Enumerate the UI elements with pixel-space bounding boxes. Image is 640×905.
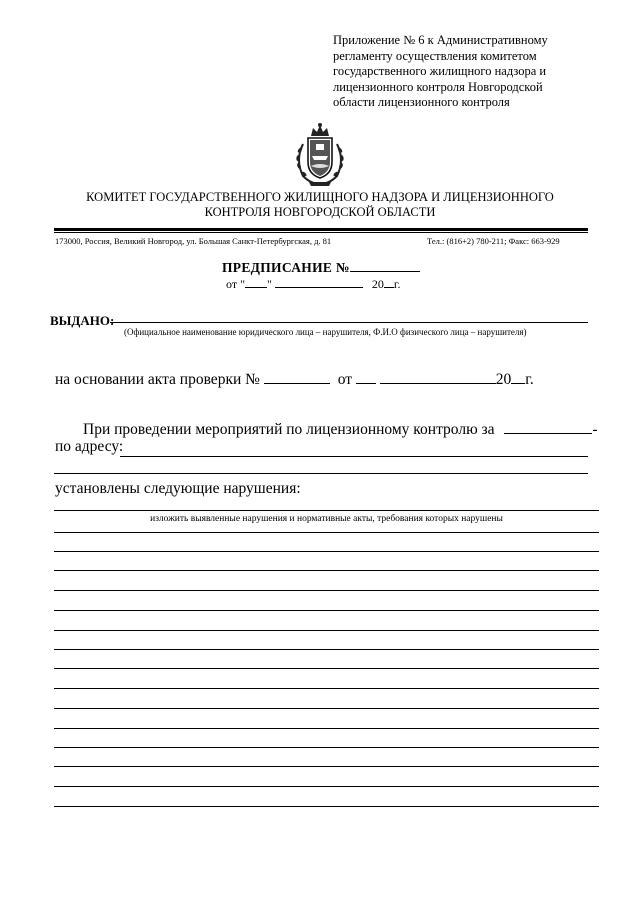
organization-phone: Тел.: (816+2) 780-211; Факс: 663-929 [427, 236, 560, 246]
violation-line [54, 610, 599, 611]
violations-heading: установлены следующие нарушения: [55, 480, 301, 497]
date-quote: " [266, 277, 272, 291]
violation-line [54, 590, 599, 591]
licensing-control-statement [83, 420, 598, 439]
violation-line [54, 747, 599, 748]
day-blank [245, 277, 267, 288]
appendix-line: регламенту осуществления комитетом [333, 48, 537, 63]
address-label: по адресу: [55, 438, 124, 455]
basis-year: 20 [495, 371, 512, 388]
violation-line [54, 728, 599, 729]
basis-suffix: г. [525, 371, 534, 388]
subject-blank [504, 420, 592, 434]
violations-hint: изложить выявленные нарушения и нормативные акты, требования которых нарушены [150, 514, 503, 524]
organization-address: 173000, Россия, Великий Новгород, ул. Большая Санкт-Петербургская, д. 81 [55, 236, 332, 246]
violation-line [54, 649, 599, 650]
violation-line [54, 786, 599, 787]
document-title-text: ПРЕДПИСАНИЕ № [222, 260, 350, 275]
act-day-blank [356, 370, 376, 384]
violation-line [54, 806, 599, 807]
violation-line [54, 668, 599, 669]
during-text: При проведении мероприятий по лицензионному контролю за [83, 421, 495, 438]
appendix-line: государственного жилищного надзора и [333, 64, 547, 78]
date-from-label: от " [226, 277, 245, 291]
act-number-blank [264, 370, 330, 384]
issued-hint: (Официальное наименование юридического лица – нарушителя, Ф.И.О физического лица – нарушителя) [124, 327, 527, 337]
document-date [226, 277, 400, 292]
header-divider-thick [54, 228, 588, 231]
violation-line [54, 532, 599, 533]
during-dash: - [592, 421, 598, 438]
year-suffix: г. [393, 277, 401, 291]
appendix-note [333, 33, 593, 111]
organization-name-line1: КОМИТЕТ ГОСУДАРСТВЕННОГО ЖИЛИЩНОГО НАДЗОРА И ЛИЦЕНЗИОННОГО [86, 190, 554, 204]
violation-line [54, 570, 599, 571]
address-blank-line-2 [54, 473, 588, 474]
month-blank [275, 277, 363, 288]
violation-line [54, 708, 599, 709]
address-blank-line [120, 456, 588, 457]
issued-blank-line [110, 322, 588, 323]
header-divider-thin [54, 232, 588, 233]
basis-prefix: на основании акта проверки № [55, 371, 260, 388]
document-title [222, 260, 420, 276]
violation-line [54, 510, 599, 511]
violation-line [54, 688, 599, 689]
violation-line [54, 766, 599, 767]
act-year-blank [511, 370, 525, 384]
violation-line [54, 551, 599, 552]
act-month-blank [380, 370, 496, 384]
organization-name [40, 190, 600, 220]
year-prefix: 20 [371, 277, 384, 291]
issued-label: ВЫДАНО: [50, 313, 115, 328]
inspection-act-basis [55, 370, 534, 389]
appendix-line: лицензионного контроля Новгородской [333, 79, 543, 94]
coat-of-arms-emblem [289, 122, 351, 188]
organization-name-line2: КОНТРОЛЯ НОВГОРОДСКОЙ ОБЛАСТИ [204, 205, 436, 219]
appendix-line: Приложение № 6 к Административному [333, 33, 548, 47]
year-blank [384, 277, 394, 288]
appendix-line: области лицензионного контроля [333, 95, 510, 109]
document-number-blank [350, 260, 420, 272]
violation-line [54, 630, 599, 631]
basis-from: от [337, 371, 353, 388]
